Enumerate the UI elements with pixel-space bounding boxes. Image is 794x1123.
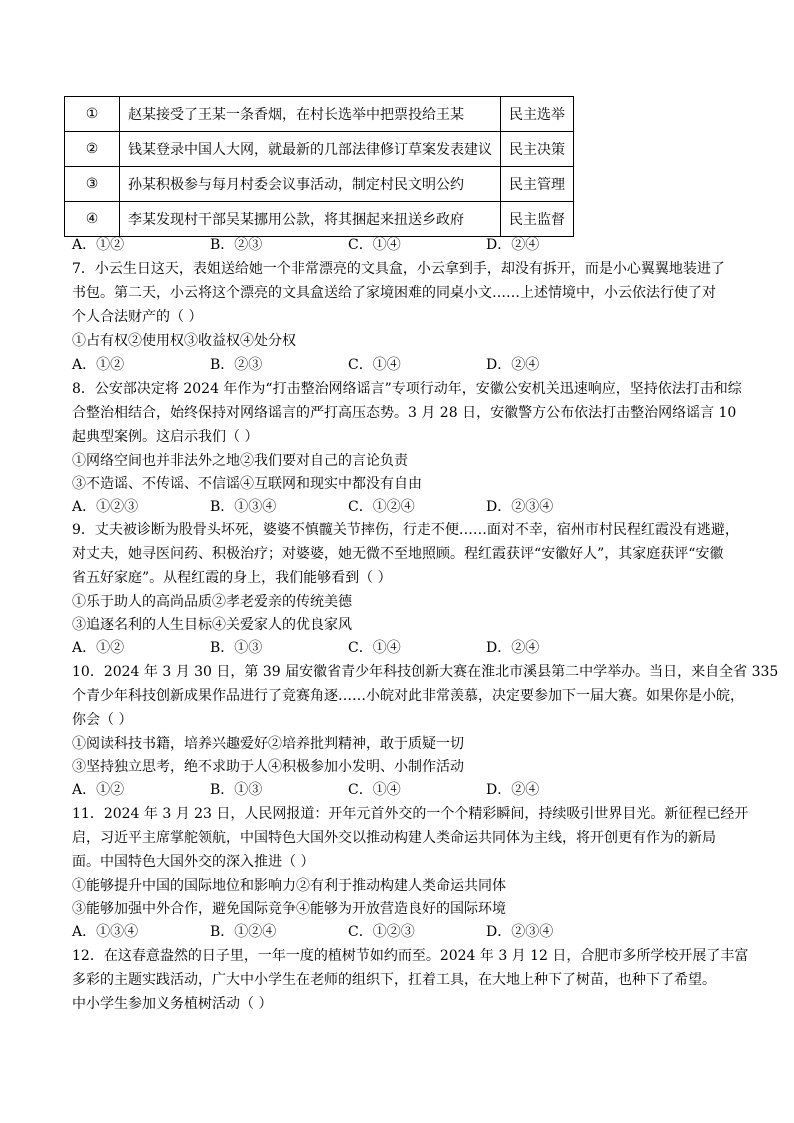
row-number: ③ [65, 167, 120, 202]
q8-line-1: 8．公安部决定将 2024 年作为“打击整治网络谣言”专项行动年，安徽公安机关迅速响应，坚持依法打击和综 [72, 381, 742, 397]
choice-a[interactable]: A．①③④ [72, 924, 139, 940]
q7-line-1: 7．小云生日这天，表姐送给她一个非常漂亮的文具盒，小云拿到手，却没有拆开，而是小心翼翼地装进了 [72, 261, 725, 277]
row-tag: 民主选举 [501, 97, 574, 132]
row-number: ① [65, 97, 120, 132]
q11-line-3: 面。中国特色大国外交的深入推进（ ） [72, 854, 315, 870]
q8-line-3: 起典型案例。这启示我们（ ） [72, 429, 259, 445]
choice-d[interactable]: D．②④ [486, 237, 540, 253]
choice-b[interactable]: B．①②④ [210, 924, 277, 940]
row-text: 李某发现村干部吴某挪用公款，将其捆起来扭送乡政府 [120, 202, 501, 237]
choice-b[interactable]: B．②③ [210, 357, 263, 373]
choice-c[interactable]: C．①②④ [348, 499, 415, 515]
q8-option-1: ①网络空间也并非法外之地②我们要对自己的言论负责 [72, 453, 408, 469]
q7-option-1: ①占有权②使用权③收益权④处分权 [72, 333, 296, 349]
q10-line-3: 你会（ ） [72, 712, 133, 728]
q12-line-1: 12．在这春意盎然的日子里，一年一度的植树节如约而至。2024 年 3 月 12 日，合肥市多所学校开展了丰富 [72, 948, 749, 964]
q12-line-2: 多彩的主题实践活动，广大中小学生在老师的组织下，扛着工具，在大地上种下了树苗，也种下了希望。 [72, 972, 716, 988]
q11-option-2: ③能够加强中外合作，避免国际竞争④能够为开放营造良好的国际环境 [72, 901, 506, 917]
choice-d[interactable]: D．②④ [486, 357, 540, 373]
q10-option-1: ①阅读科技书籍，培养兴趣爱好②培养批判精神，敢于质疑一切 [72, 736, 464, 752]
choice-d[interactable]: D．②③④ [486, 924, 554, 940]
options-table [64, 96, 574, 237]
q10-line-1: 10．2024 年 3 月 30 日，第 39 届安徽省青少年科技创新大赛在淮北市溪县第二中学举办。当日，来自全省 335 [72, 664, 779, 680]
choice-c[interactable]: C．①④ [348, 357, 401, 373]
choice-d[interactable]: D．②④ [486, 640, 540, 656]
row-number: ② [65, 132, 120, 167]
choice-a[interactable]: A．①② [72, 782, 125, 798]
choice-b[interactable]: B．①③④ [210, 499, 277, 515]
choice-b[interactable]: B．①③ [210, 640, 263, 656]
q9-option-1: ①乐于助人的高尚品质②孝老爱亲的传统美德 [72, 594, 352, 610]
q9-line-1: 9．丈夫被诊断为股骨头坏死，婆婆不慎髋关节摔伤，行走不便……面对不幸，宿州市村民程红霞没有逃避， [72, 522, 739, 538]
choice-b[interactable]: B．②③ [210, 237, 263, 253]
choice-c[interactable]: C．①④ [348, 237, 401, 253]
choice-d[interactable]: D．②③④ [486, 499, 554, 515]
choice-a[interactable]: A．①② [72, 640, 125, 656]
choice-c[interactable]: C．①④ [348, 640, 401, 656]
choice-c[interactable]: C．①④ [348, 782, 401, 798]
row-text: 赵某接受了王某一条香烟，在村长选举中把票投给王某 [120, 97, 501, 132]
table-row [65, 132, 574, 167]
q11-line-1: 11．2024 年 3 月 23 日，人民网报道：开年元首外交的一个个精彩瞬间，持续吸引世界目光。新征程已经开 [72, 806, 749, 822]
choice-d[interactable]: D．②④ [486, 782, 540, 798]
q9-line-3: 省五好家庭”。从程红霞的身上，我们能够看到（ ） [72, 570, 392, 586]
choice-c[interactable]: C．①②③ [348, 924, 415, 940]
q8-option-2: ③不造谣、不传谣、不信谣④互联网和现实中都没有自由 [72, 476, 422, 492]
q12-line-3: 中小学生参加义务植树活动（ ） [72, 996, 273, 1012]
q10-line-2: 个青少年科技创新成果作品进行了竞赛角逐……小皖对此非常羡慕，决定要参加下一届大赛。如果你是小皖， [72, 688, 744, 704]
q9-line-2: 对丈夫，她寻医问药、积极治疗；对婆婆，她无微不至地照顾。程红霞获评“安徽好人”，其家庭获评“安徽 [72, 546, 724, 562]
q8-line-2: 合整治相结合，始终保持对网络谣言的严打高压态势。3 月 28 日，安徽警方公布依法打击整治网络谣言 10 [72, 405, 737, 421]
table-row [65, 97, 574, 132]
row-tag: 民主决策 [501, 132, 574, 167]
q11-option-1: ①能够提升中国的国际地位和影响力②有利于推动构建人类命运共同体 [72, 878, 506, 894]
row-text: 钱某登录中国人大网，就最新的几部法律修订草案发表建议 [120, 132, 501, 167]
q10-option-2: ③坚持独立思考，绝不求助于人④积极参加小发明、小制作活动 [72, 759, 464, 775]
q7-line-3: 个人合法财产的（ ） [72, 309, 203, 325]
table-row [65, 202, 574, 237]
q11-line-2: 启，习近平主席掌舵领航，中国特色大国外交以推动构建人类命运共同体为主线，将开创更有作为的新局 [72, 830, 716, 846]
choice-a[interactable]: A．①② [72, 357, 125, 373]
choice-a[interactable]: A．①② [72, 237, 125, 253]
choice-a[interactable]: A．①②③ [72, 499, 139, 515]
q9-option-2: ③追逐名利的人生目标④关爱家人的优良家风 [72, 617, 352, 633]
q7-line-2: 书包。第二天，小云将这个漂亮的文具盒送给了家境困难的同桌小文……上述情境中，小云依法行使了对 [72, 285, 716, 301]
row-text: 孙某积极参与每月村委会议事活动，制定村民文明公约 [120, 167, 501, 202]
table-row [65, 167, 574, 202]
row-number: ④ [65, 202, 120, 237]
row-tag: 民主管理 [501, 167, 574, 202]
choice-b[interactable]: B．①③ [210, 782, 263, 798]
row-tag: 民主监督 [501, 202, 574, 237]
